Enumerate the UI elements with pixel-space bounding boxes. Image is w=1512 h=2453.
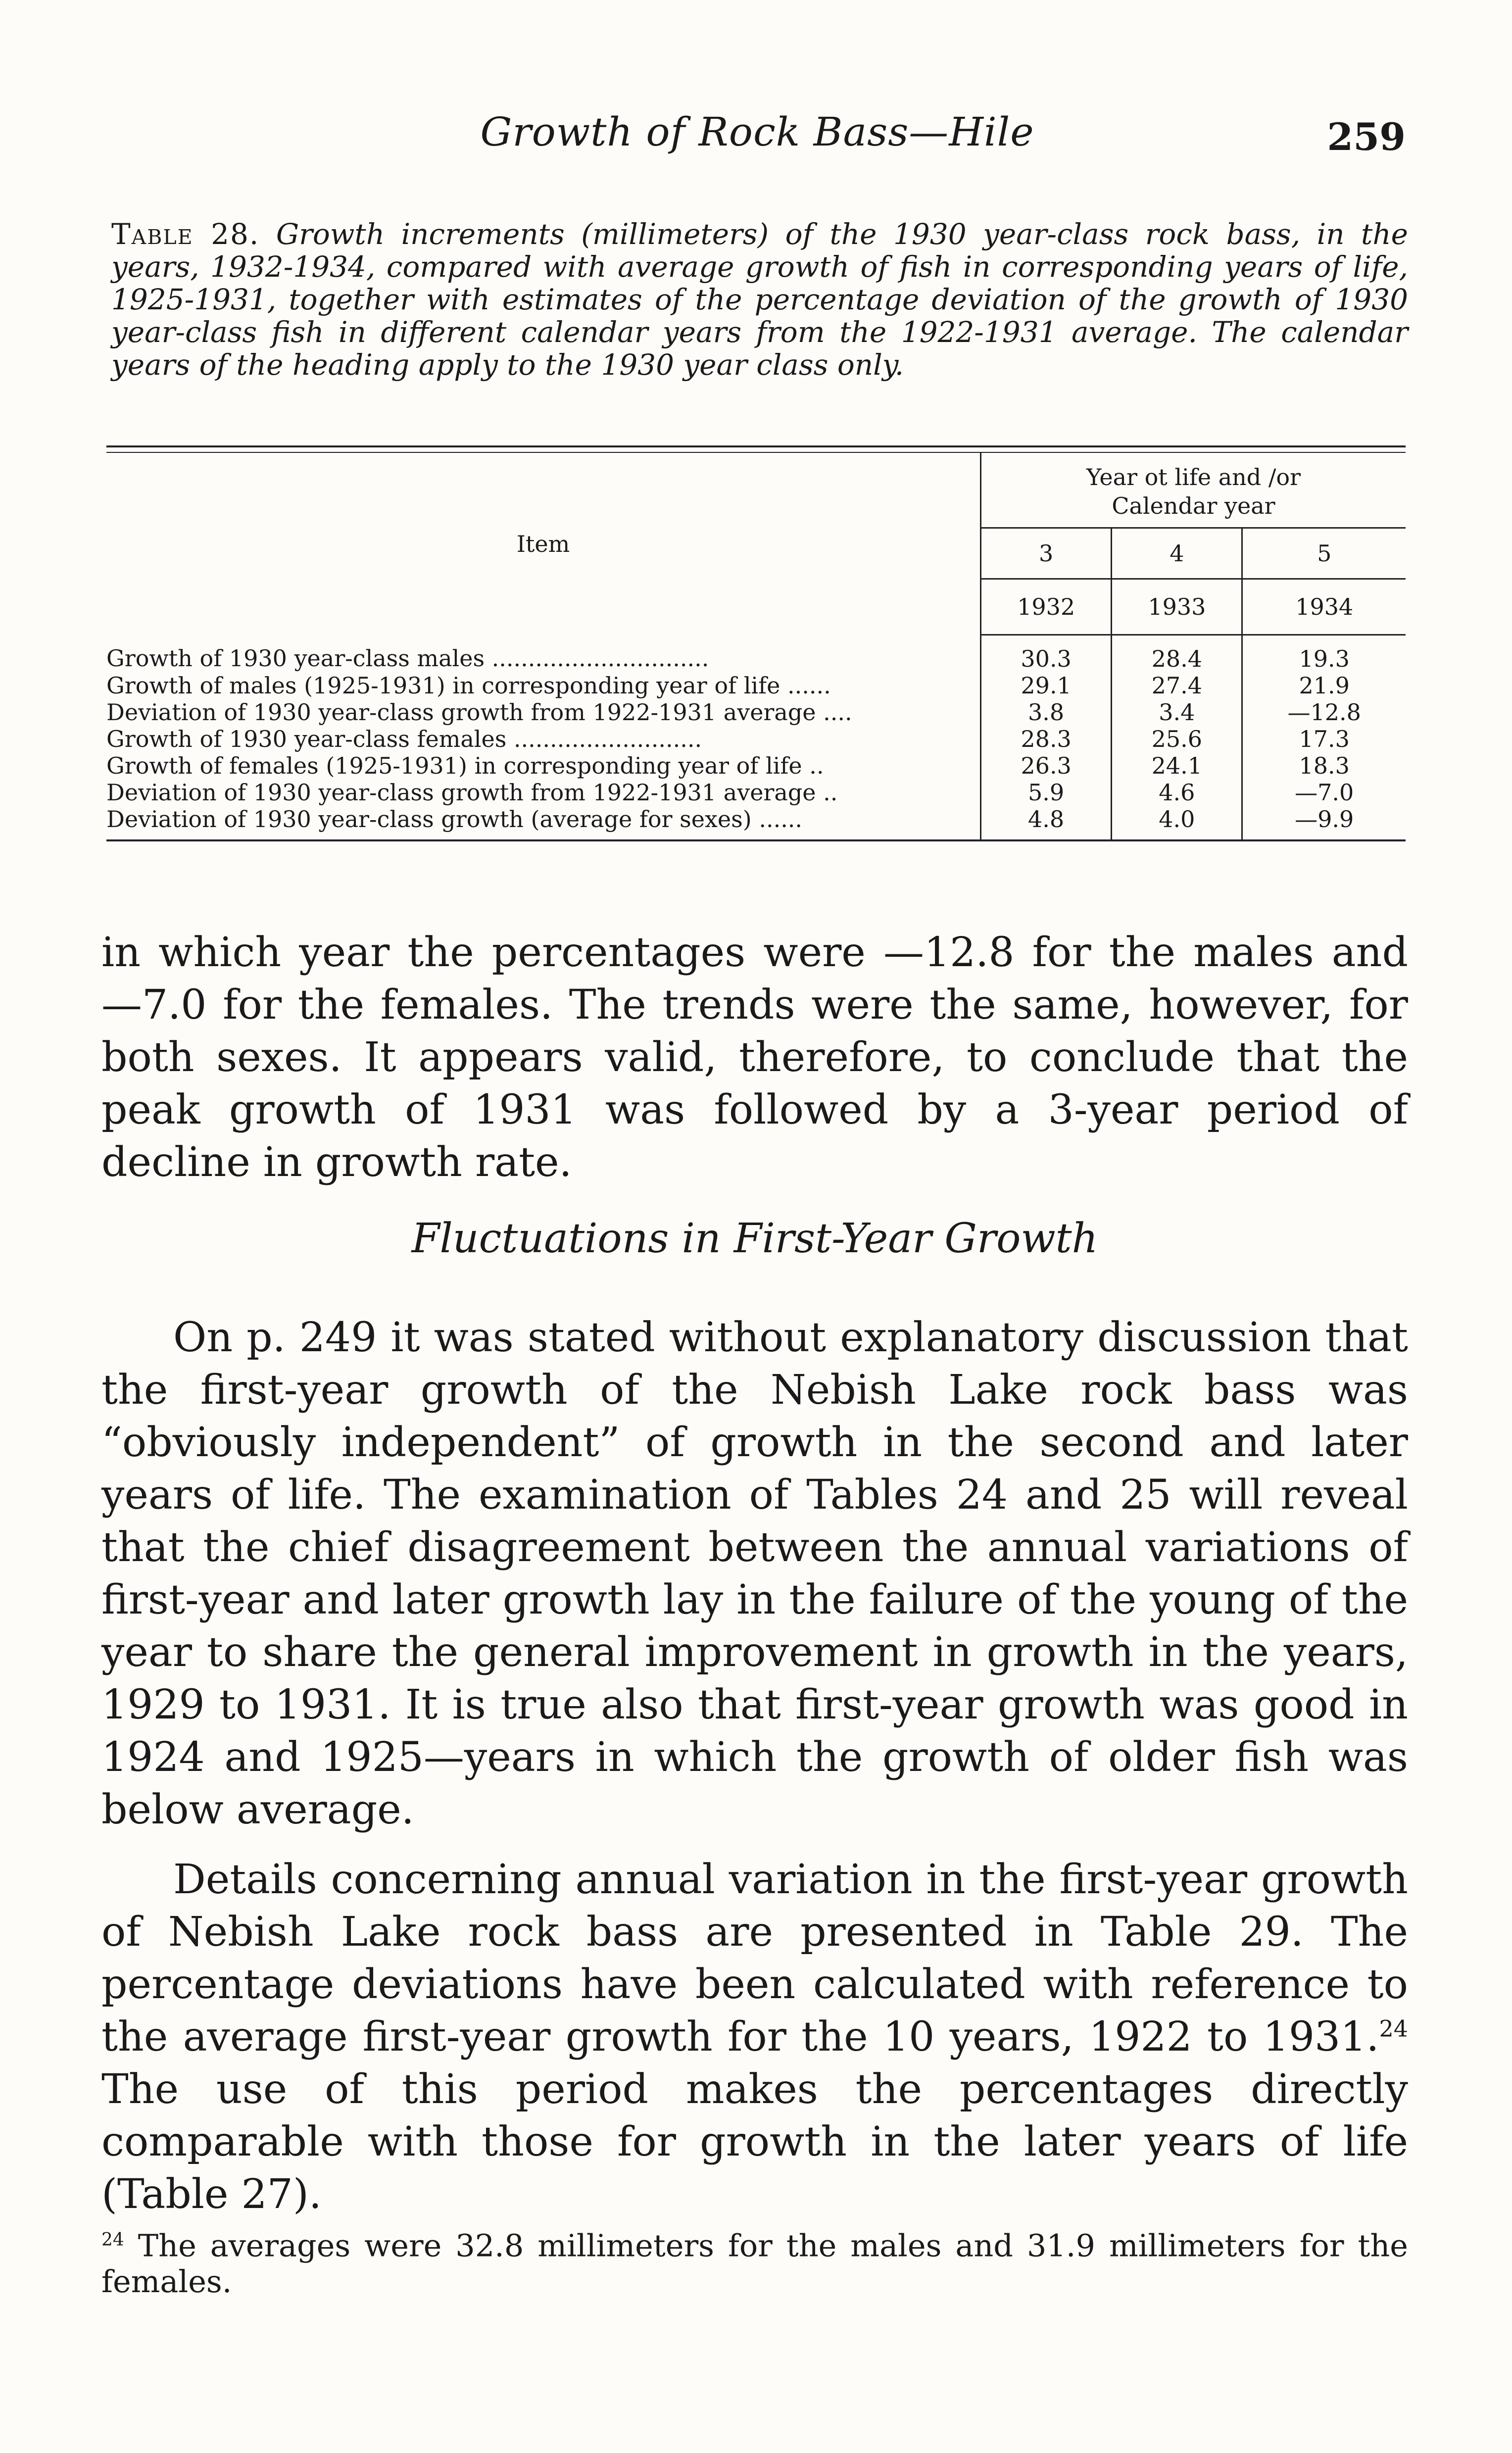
year-of-life-header: 4 [1112, 528, 1242, 579]
body-paragraph-2 [101, 1312, 1408, 1836]
row-label: Deviation of 1930 year-class growth from 1922-1931 average .. [106, 779, 981, 806]
table-cell: 30.3 [981, 635, 1112, 673]
year-of-life-header: 5 [1242, 528, 1406, 579]
table-row [106, 672, 1406, 699]
table-cell: 24.1 [1112, 752, 1242, 779]
year-group-header [981, 453, 1406, 528]
table-cell: 28.4 [1112, 635, 1242, 673]
footnote-reference: 24 [1379, 2015, 1408, 2042]
body-paragraph-1 [101, 927, 1408, 1189]
calendar-year-header: 1933 [1112, 579, 1242, 635]
item-column-header: Item [106, 453, 981, 635]
data-table [106, 453, 1406, 841]
footnote [101, 2222, 1408, 2300]
paragraph-text-part: Details concerning annual variation in the first-year growth of Nebish Lake rock bass are presented in Table 29. The percentage deviations have been calculated with reference to the average first-year growth for the 10 years, 1922 to 1931. [101, 1856, 1408, 2061]
table-cell: 17.3 [1299, 726, 1350, 752]
table-cell: —7.0 [1295, 779, 1354, 806]
table-cell: 3.4 [1112, 699, 1242, 726]
row-label: Growth of males (1925-1931) in corresponding year of life ...... [106, 672, 981, 699]
table-row [106, 635, 1406, 673]
table-label: Table 28. [111, 217, 260, 251]
calendar-year-header: 1932 [981, 579, 1112, 635]
row-label: Growth of 1930 year-class females .......................... [106, 726, 981, 752]
running-title: Growth of Rock Bass—Hile [480, 109, 1034, 155]
page-number: 259 [1327, 115, 1406, 159]
table-caption-text: Growth increments (millimeters) of the 1930 year-class rock bass, in the years, 1932-1934, compared with average growth of fish in corresponding years of life, 1925-1931, together with estimates of the percentage deviation of the growth of 1930 year-class fish in different calendar years from the 1922-1931 average. The calendar years of the heading apply to the 1930 year class only. [111, 217, 1409, 382]
row-label: Deviation of 1930 year-class growth (average for sexes) ...... [106, 806, 981, 840]
table-cell: 28.3 [981, 726, 1112, 752]
paragraph-text: On p. 249 it was stated without explanatory discussion that the first-year growth of the Nebish Lake rock bass was “obviously independent” of growth in the second and later years of life. The examination of Tables 24 and 25 will reveal that the chief disagreement between the annual variations of first-year and later growth lay in the failure of the young of the year to share the general improvement in growth in the years, 1929 to 1931. It is true also that first-year growth was good in 1924 and 1925—years in which the growth of older fish was below average. [101, 1314, 1408, 1833]
table-row [106, 752, 1406, 779]
footnote-marker: 24 [101, 2230, 124, 2250]
table-cell: —9.9 [1242, 806, 1406, 840]
table-row [106, 699, 1406, 726]
table-cell: 18.3 [1299, 752, 1350, 779]
paragraph-text: in which year the percentages were —12.8 for the males and —7.0 for the females. The trends were the same, however, for both sexes. It appears valid, therefore, to conclude that the peak growth of 1931 was followed by a 3-year period of decline in growth rate. [101, 929, 1408, 1186]
running-head [109, 109, 1406, 168]
data-table-wrapper [106, 445, 1406, 841]
table-top-rule [106, 445, 1406, 453]
section-heading: Fluctuations in First-Year Growth [411, 1215, 1098, 1262]
paragraph-text-part: The use of this period makes the percentages directly comparable with those for growth in the later years of life (Table 27). [101, 2066, 1408, 2218]
paragraph-text [101, 1854, 1408, 2221]
table-cell: —12.8 [1287, 699, 1361, 726]
table-cell: 3.8 [981, 699, 1112, 726]
calendar-year-header: 1934 [1242, 579, 1406, 635]
table-caption [111, 218, 1408, 381]
row-label: Growth of females (1925-1931) in corresponding year of life .. [106, 752, 981, 779]
table-cell: 4.8 [981, 806, 1112, 840]
table-cell: 4.6 [1112, 779, 1242, 806]
table-cell: 26.3 [981, 752, 1112, 779]
table-cell: 27.4 [1112, 672, 1242, 699]
row-label: Growth of 1930 year-class males .............................. [106, 635, 981, 673]
table-cell: 5.9 [981, 779, 1112, 806]
table-row [106, 779, 1406, 806]
table-row [106, 726, 1406, 752]
table-cell: 19.3 [1299, 645, 1350, 672]
table-cell: 25.6 [1112, 726, 1242, 752]
year-group-header-line1: Year ot life and /or [1086, 464, 1301, 491]
table-cell: 4.0 [1112, 806, 1242, 840]
row-label: Deviation of 1930 year-class growth from 1922-1931 average .... [106, 699, 981, 726]
table-row [106, 806, 1406, 840]
table-cell: 21.9 [1299, 672, 1350, 699]
body-paragraph-3 [101, 1854, 1408, 2221]
table-cell: 29.1 [981, 672, 1112, 699]
footnote-text: The averages were 32.8 millimeters for the males and 31.9 millimeters for the females. [101, 2227, 1408, 2300]
year-group-header-line2: Calendar year [1112, 492, 1275, 519]
year-of-life-header: 3 [981, 528, 1112, 579]
